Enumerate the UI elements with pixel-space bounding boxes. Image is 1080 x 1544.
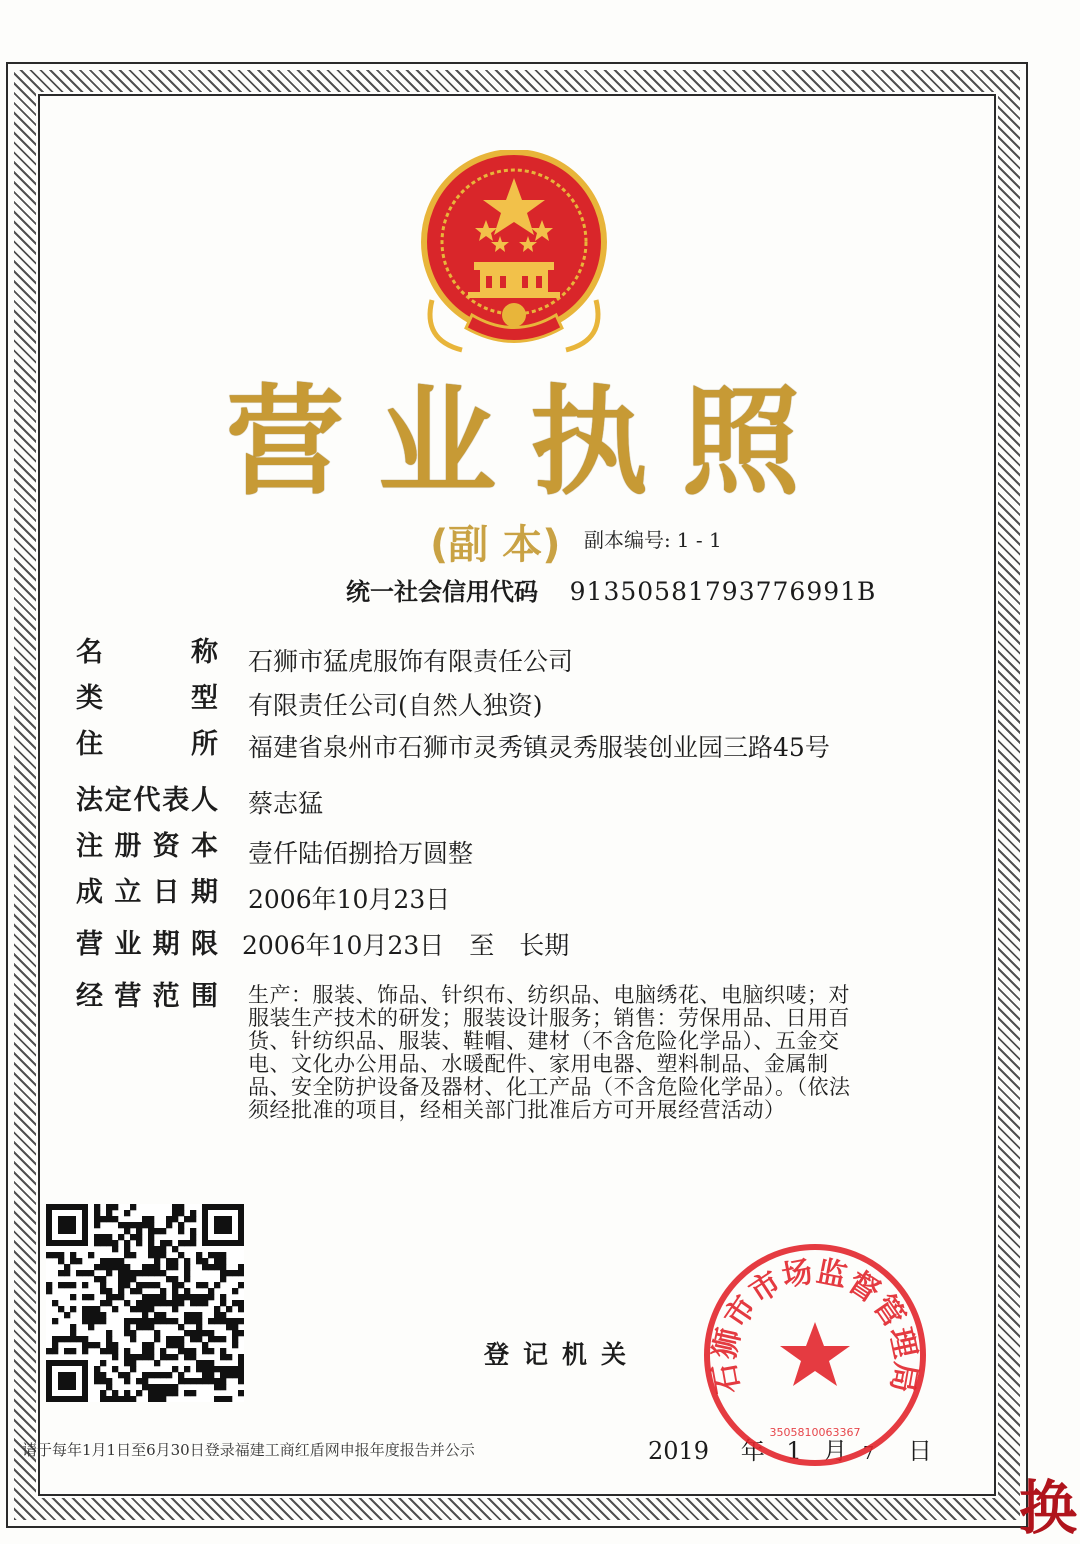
field-value: 福建省泉州市石狮市灵秀镇灵秀服装创业园三路45号 [248, 733, 830, 762]
field-value: 蔡志猛 [248, 789, 324, 818]
field-label: 住 所 [76, 729, 218, 760]
issue-date-day-unit: 日 [908, 1437, 933, 1465]
annual-report-notice: 请于每年1月1日至6月30日登录福建工商红盾网申报年度报告并公示 [22, 1441, 475, 1459]
official-seal [700, 1240, 933, 1470]
stamp-corner [1016, 1470, 1080, 1544]
issue-date-year: 2019 [648, 1437, 710, 1465]
copy-number [584, 526, 722, 554]
field-value: 有限责任公司(自然人独资) [248, 691, 543, 720]
qr-code[interactable] [46, 1204, 244, 1402]
field-label: 法 定 代 表 人 [76, 785, 218, 816]
field-label: 营 业 期 限 [76, 929, 218, 960]
issue-date-month: 1 [786, 1437, 802, 1465]
field-value: 2006年10月23日 [248, 885, 451, 914]
field-value: 壹仟陆佰捌拾万圆整 [248, 839, 474, 868]
credit-code-label: 统一社会信用代码 [346, 578, 538, 606]
issue-date-year-unit: 年 [740, 1437, 765, 1465]
credit-code-line [346, 576, 876, 608]
credit-code-value: 91350581793776991B [569, 577, 877, 606]
issue-date-day: 7 [862, 1443, 875, 1464]
copy-number-value: 1 - 1 [676, 528, 722, 552]
field-label: 成 立 日 期 [76, 877, 218, 908]
seal-number: 3505810063367 [769, 1426, 861, 1439]
document-title: 营业执照 [225, 373, 834, 511]
copy-mark: (副 本) [430, 522, 561, 568]
stamp-corner-text: 换 [1018, 1474, 1078, 1542]
field-value: 生产：服装、饰品、针织布、纺织品、电脑绣花、电脑织唛；对服装生产技术的研发；服装设计服务；销售：劳保用品、日用百货、针纺织品、服装、鞋帽、建材（不含危险化学品）、五金交电、文化办公用品、水暖配件、家用电器、塑料制品、金属制品、安全防护设备及器材、化工产品（不含危险化学品）。（依法须经批准的项目，经相关部门批准后方可开展经营活动） [248, 983, 851, 1122]
field-value: 2006年10月23日 至 长期 [242, 931, 570, 960]
star-icon [780, 1322, 850, 1386]
copy-number-label: 副本编号: [584, 528, 671, 552]
registration-authority-label: 登记机关 [484, 1340, 641, 1369]
field-label: 名 称 [76, 637, 218, 668]
issue-date-month-unit: 月 [823, 1437, 848, 1465]
field-label: 注 册 资 本 [76, 831, 218, 862]
field-label: 经 营 范 围 [76, 981, 218, 1012]
field-value: 石狮市猛虎服饰有限责任公司 [248, 647, 574, 676]
seal-ring-text: 石狮市市场监督管理局 [706, 1254, 924, 1397]
field-label: 类 型 [76, 683, 218, 714]
national-emblem-icon [412, 150, 616, 360]
